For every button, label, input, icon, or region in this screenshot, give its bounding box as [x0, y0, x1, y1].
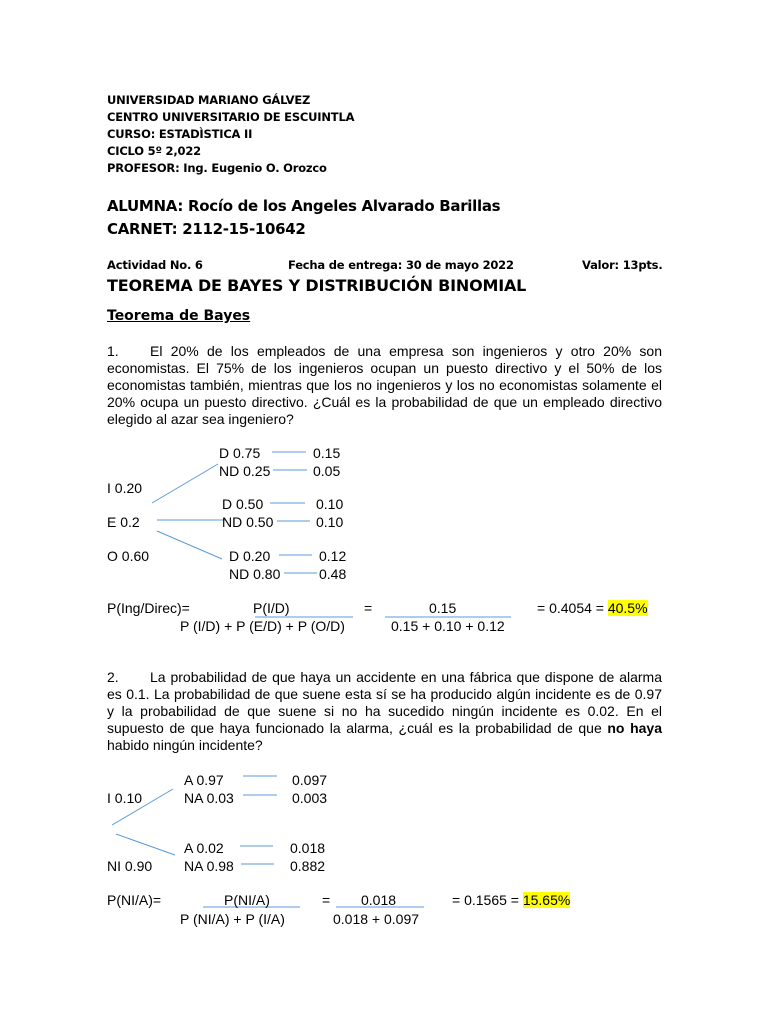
- p2-formula-lhs: P(NI/A)=: [107, 892, 162, 908]
- activity-due-date: Fecha de entrega: 30 de mayo 2022: [288, 258, 514, 272]
- p2-formula-denominator: P (NI/A) + P (I/A): [180, 911, 285, 927]
- p1-formula-num-value: 0.15: [429, 600, 457, 616]
- p1-formula-den-value: 0.15 + 0.10 + 0.12: [391, 618, 505, 634]
- p2-branch-label: A 0.97: [184, 772, 224, 788]
- p1-product-value: 0.15: [313, 445, 341, 461]
- p1-branch-label: ND 0.80: [229, 566, 281, 582]
- p1-root-label: I 0.20: [107, 480, 143, 496]
- problem-1-number: 1.: [107, 343, 119, 359]
- activity-value: Valor: 13pts.: [582, 258, 663, 272]
- problem-2-body-end: habido ningún incidente?: [107, 737, 263, 753]
- p1-branch-label: D 0.50: [222, 496, 264, 512]
- p1-formula-result: [537, 600, 648, 616]
- activity-number: Actividad No. 6: [107, 258, 203, 272]
- p1-branch-label: ND 0.25: [219, 463, 271, 479]
- header-professor: PROFESOR: Ing. Eugenio O. Orozco: [107, 161, 327, 175]
- p1-product-value: 0.10: [316, 514, 344, 530]
- p2-product-value: 0.097: [292, 772, 328, 788]
- p2-formula-num-value: 0.018: [361, 892, 397, 908]
- p2-product-value: 0.018: [290, 840, 326, 856]
- p1-branch-label: D 0.20: [229, 548, 271, 564]
- p1-branch-label: D 0.75: [219, 445, 261, 461]
- problem-2-number: 2.: [107, 669, 119, 685]
- p1-formula-lhs: P(Ing/Direc)=: [107, 600, 190, 616]
- p2-branch-label: A 0.02: [184, 840, 224, 856]
- p2-formula-equals: =: [322, 892, 331, 908]
- problem-2-body-bold: no haya: [607, 720, 663, 736]
- p1-product-value: 0.05: [313, 463, 341, 479]
- p1-root-label: E 0.2: [107, 514, 140, 530]
- p2-branch-label: NA 0.03: [184, 790, 234, 806]
- p1-product-value: 0.10: [316, 496, 344, 512]
- p2-product-value: 0.882: [290, 858, 326, 874]
- p2-result-highlight: 15.65%: [522, 892, 571, 908]
- p1-formula-equals: =: [364, 600, 373, 616]
- student-name: ALUMNA: Rocío de los Angeles Alvarado Barillas: [107, 197, 501, 215]
- p1-formula-numerator: P(I/D): [253, 600, 290, 616]
- p1-root-label: O 0.60: [107, 548, 150, 564]
- p1-branch-line-i: [152, 464, 218, 503]
- header-university: UNIVERSIDAD MARIANO GÁLVEZ: [107, 93, 311, 107]
- p2-root-label: NI 0.90: [107, 858, 153, 874]
- section-subtitle: Teorema de Bayes: [107, 308, 251, 324]
- problem-2-text: [107, 669, 662, 754]
- p2-formula-den-value: 0.018 + 0.097: [333, 911, 420, 927]
- p2-root-label: I 0.10: [107, 790, 143, 806]
- p2-formula-result: [452, 892, 570, 908]
- problem-2-body-start: La probabilidad de que haya un accidente en una fábrica que dispone de alarma es 0.1. La probabilidad de que suene esta sí se ha producido algún incidente es de 0.97 y la probabilidad de que suene si no ha sucedido ningún incidente es 0.02. En el supuesto de que haya funcionado la alarma, ¿cuál es la probabilidad de que: [107, 669, 662, 736]
- p2-result-text: = 0.1565 =: [452, 892, 519, 908]
- p1-branch-line-o: [157, 531, 222, 559]
- header-center: CENTRO UNIVERSITARIO DE ESCUINTLA: [107, 110, 355, 124]
- page-title: TEOREMA DE BAYES Y DISTRIBUCIÓN BINOMIAL: [107, 276, 527, 295]
- header-course: CURSO: ESTADÌSTICA II: [107, 127, 253, 141]
- student-carnet: CARNET: 2112-15-10642: [107, 220, 306, 238]
- p1-product-value: 0.12: [319, 548, 347, 564]
- p1-product-value: 0.48: [319, 566, 347, 582]
- p1-result-text: = 0.4054 =: [537, 600, 604, 616]
- p1-branch-label: ND 0.50: [222, 514, 274, 530]
- p1-result-highlight: 40.5%: [607, 600, 648, 616]
- p1-formula-denominator: P (I/D) + P (E/D) + P (O/D): [180, 618, 345, 634]
- p2-product-value: 0.003: [292, 790, 328, 806]
- p2-branch-label: NA 0.98: [184, 858, 234, 874]
- header-cycle: CICLO 5º 2,022: [107, 144, 201, 158]
- p2-formula-numerator: P(NI/A): [224, 892, 270, 908]
- p2-branch-line-ni: [116, 834, 175, 855]
- problem-1-body: El 20% de los empleados de una empresa son ingenieros y otro 20% son economistas. El 75% de los ingenieros ocupan un puesto directivo y el 50% de los economistas también, mientras que los no ingenieros y los no economistas solamente el 20% ocupa un puesto directivo. ¿Cuál es la probabilidad de que un empleado directivo elegido al azar sea ingeniero?: [107, 343, 662, 427]
